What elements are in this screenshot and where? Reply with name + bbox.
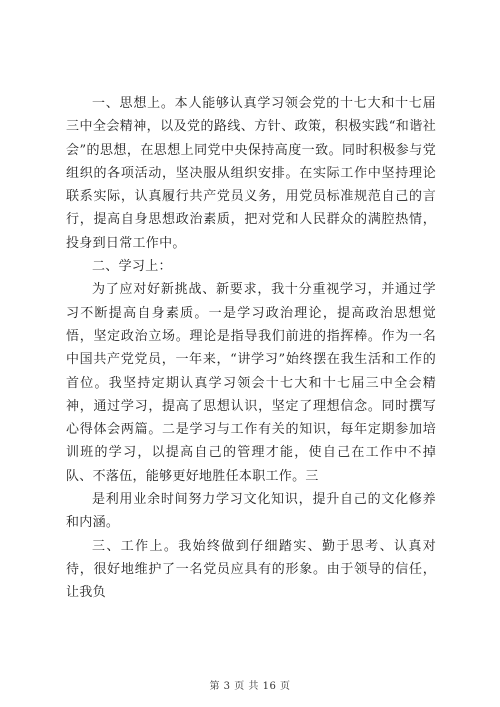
paragraph-study-heading: 二、学习上： — [92, 259, 172, 275]
paragraph-study-continued: 是利用业余时间努力学习文化知识，提升自己的文化修养和内涵。 — [66, 492, 436, 531]
paragraph-work: 三、工作上。我始终做到仔细踏实、勤于思考、认真对待，很好地维护了一名党员应具有的形象。由于领导的信任，让我负 — [66, 538, 436, 601]
paragraph-thought: 一、思想上。本人能够认真学习领会党的十七大和十七届三中全会精神，以及党的路线、方针、政策，积极实践“和谐社会”的思想，在思想上同党中央保持高度一致。同时积极参与党组织的各项活动，坚决服从组织安排。在实际工作中坚持理论联系实际，认真履行共产党员义务，用党员标准规范自己的言行，提高自身思想政治素质，把对党和人民群众的满腔热情，投身到日常工作中。 — [66, 96, 436, 251]
paragraph-study-body: 为了应对好新挑战、新要求，我十分重视学习，并通过学习不断提高自身素质。一是学习政治理论，提高政治思想觉悟，坚定政治立场。理论是指导我们前进的指挥棒。作为一名中国共产党党员，一年来，“讲学习”始终摆在我生活和工作的首位。我坚持定期认真学习领会十七大和十七届三中全会精神，通过学习，提高了思想认识，坚定了理想信念。同时撰写心得体会两篇。二是学习与工作有关的知识，每年定期参加培训班的学习，以提高自己的管理才能，使自己在工作中不掉队、不落伍，能够更好地胜任本职工作。三 — [66, 282, 436, 484]
document-body — [66, 92, 436, 605]
page-number-footer: 第 3 页 共 16 页 — [209, 681, 291, 692]
